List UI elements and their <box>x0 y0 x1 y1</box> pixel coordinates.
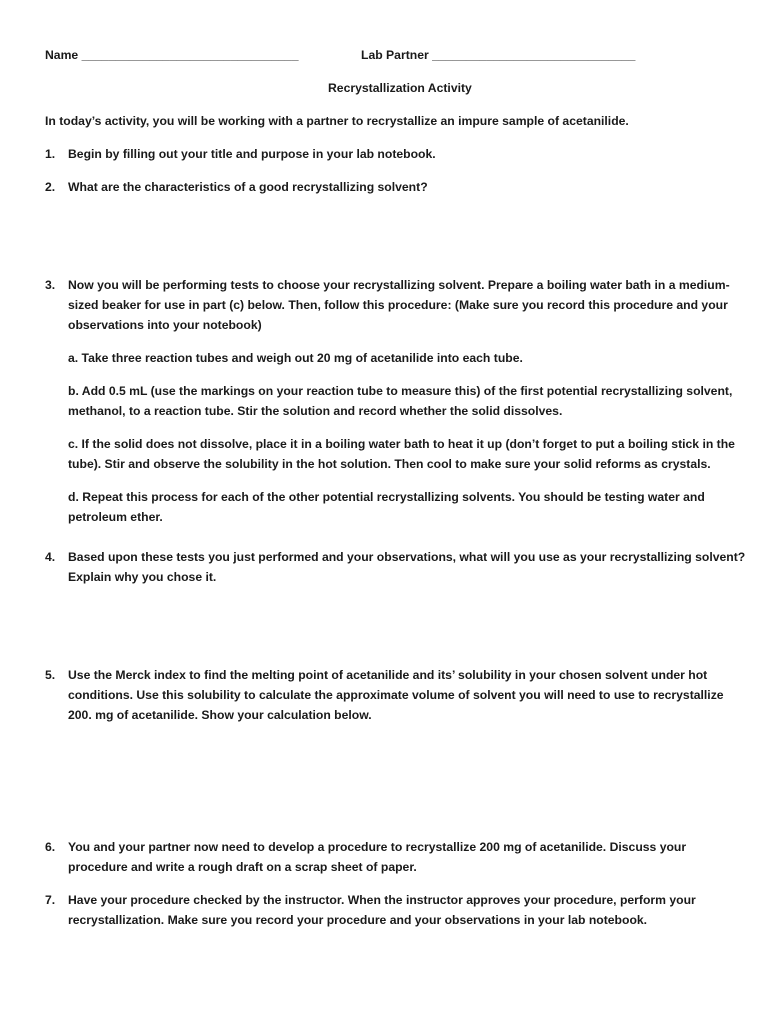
item-5-line: conditions. Use this solubility to calculate the approximate volume of solvent you will need to use to recrystallize <box>68 688 724 702</box>
item-5-line: Use the Merck index to find the melting point of acetanilide and its’ solubility in your chosen solvent under hot <box>68 668 708 682</box>
item-6-line: procedure and write a rough draft on a scrap sheet of paper. <box>68 860 417 874</box>
name-field[interactable]: Name ________________________________ <box>45 48 299 62</box>
item-6-line: You and your partner now need to develop a procedure to recrystallize 200 mg of acetanilide. Discuss your <box>68 840 687 854</box>
item-number: 5. <box>45 668 56 682</box>
subitem-c-line: c. If the solid does not dissolve, place it in a boiling water bath to heat it up (don’t forget to put a boiling stick in the <box>68 437 735 451</box>
item-number: 7. <box>45 893 56 907</box>
item-4-line: Based upon these tests you just performed and your observations, what will you use as your recrystallizing solvent? <box>68 550 746 564</box>
item-3-line: Now you will be performing tests to choose your recrystallizing solvent. Prepare a boiling water bath in a medium- <box>68 278 730 292</box>
subitem-b-line: b. Add 0.5 mL (use the markings on your reaction tube to measure this) of the first potential recrystallizing solvent, <box>68 384 733 398</box>
subitem-d-line: d. Repeat this process for each of the other potential recrystallizing solvents. You should be testing water and <box>68 490 705 504</box>
item-number: 3. <box>45 278 56 292</box>
subitem-b-line: methanol, to a reaction tube. Stir the solution and record whether the solid dissolves. <box>68 404 563 418</box>
item-number: 4. <box>45 550 56 564</box>
subitem-c-line: tube). Stir and observe the solubility in the hot solution. Then cool to make sure your solid reforms as crystals. <box>68 457 711 471</box>
item-2-line: What are the characteristics of a good recrystallizing solvent? <box>68 180 428 194</box>
item-4-line: Explain why you chose it. <box>68 570 217 584</box>
item-number: 1. <box>45 147 56 161</box>
item-5-line: 200. mg of acetanilide. Show your calculation below. <box>68 708 372 722</box>
page-title: Recrystallization Activity <box>328 81 472 95</box>
item-7-line: Have your procedure checked by the instructor. When the instructor approves your procedure, perform your <box>68 893 696 907</box>
subitem-d-line: petroleum ether. <box>68 510 163 524</box>
subitem-a-line: a. Take three reaction tubes and weigh out 20 mg of acetanilide into each tube. <box>68 351 523 365</box>
item-7-line: recrystallization. Make sure you record your procedure and your observations in your lab notebook. <box>68 913 648 927</box>
item-1-line: Begin by filling out your title and purpose in your lab notebook. <box>68 147 436 161</box>
item-3-line: observations into your notebook) <box>68 318 262 332</box>
intro-text: In today’s activity, you will be working with a partner to recrystallize an impure sample of acetanilide. <box>45 114 629 128</box>
lab-partner-field[interactable]: Lab Partner ______________________________ <box>361 48 636 62</box>
item-number: 2. <box>45 180 56 194</box>
item-3-line: sized beaker for use in part (c) below. Then, follow this procedure: (Make sure you record this procedure and your <box>68 298 728 312</box>
item-number: 6. <box>45 840 56 854</box>
